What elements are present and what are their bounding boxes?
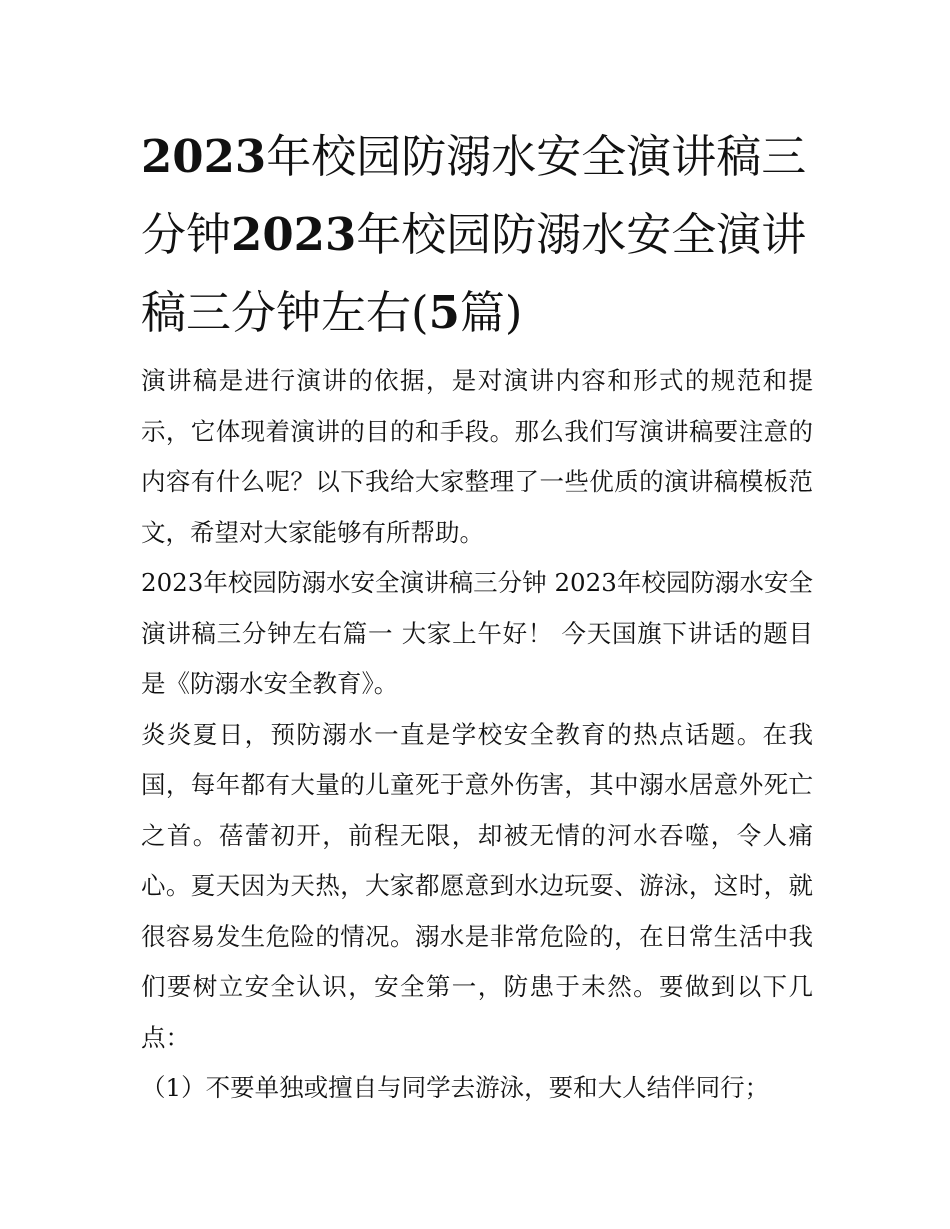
title-text-1: 年校园防溺水安全演讲稿三分钟 — [141, 130, 807, 261]
title-count: 5 — [428, 286, 460, 339]
document-body — [141, 118, 813, 1114]
title-text-2: 年校园防溺水安全演讲稿三分钟左右( — [141, 208, 807, 339]
speech-heading-paragraph: 2023年校园防溺水安全演讲稿三分钟 2023年校园防溺水安全演讲稿三分钟左右篇一 大家上午好！ 今天国旗下讲话的题目是《防溺水安全教育》。 — [141, 568, 813, 698]
title-year-1: 2023 — [141, 130, 267, 183]
list-item-1: （1）不要单独或擅自与同学去游泳，要和大人结伴同行； — [141, 1073, 770, 1102]
title-text-3: 篇) — [459, 286, 523, 339]
intro-paragraph: 演讲稿是进行演讲的依据，是对演讲内容和形式的规范和提示，它体现着演讲的目的和手段。那么我们写演讲稿要注意的内容有什么呢？以下我给大家整理了一些优质的演讲稿模板范文，希望对大家能够有所帮助。 — [141, 366, 813, 547]
document-title — [141, 118, 813, 352]
body-paragraph: 炎炎夏日，预防溺水一直是学校安全教育的热点话题。在我国，每年都有大量的儿童死于意外伤害，其中溺水居意外死亡之首。蓓蕾初开，前程无限，却被无情的河水吞噬，令人痛心。夏天因为天热，大家都愿意到水边玩耍、游泳，这时，就很容易发生危险的情况。溺水是非常危险的，在日常生活中我们要树立安全认识，安全第一，防患于未然。要做到以下几点： — [141, 719, 813, 1052]
title-year-2: 2023 — [231, 208, 357, 261]
